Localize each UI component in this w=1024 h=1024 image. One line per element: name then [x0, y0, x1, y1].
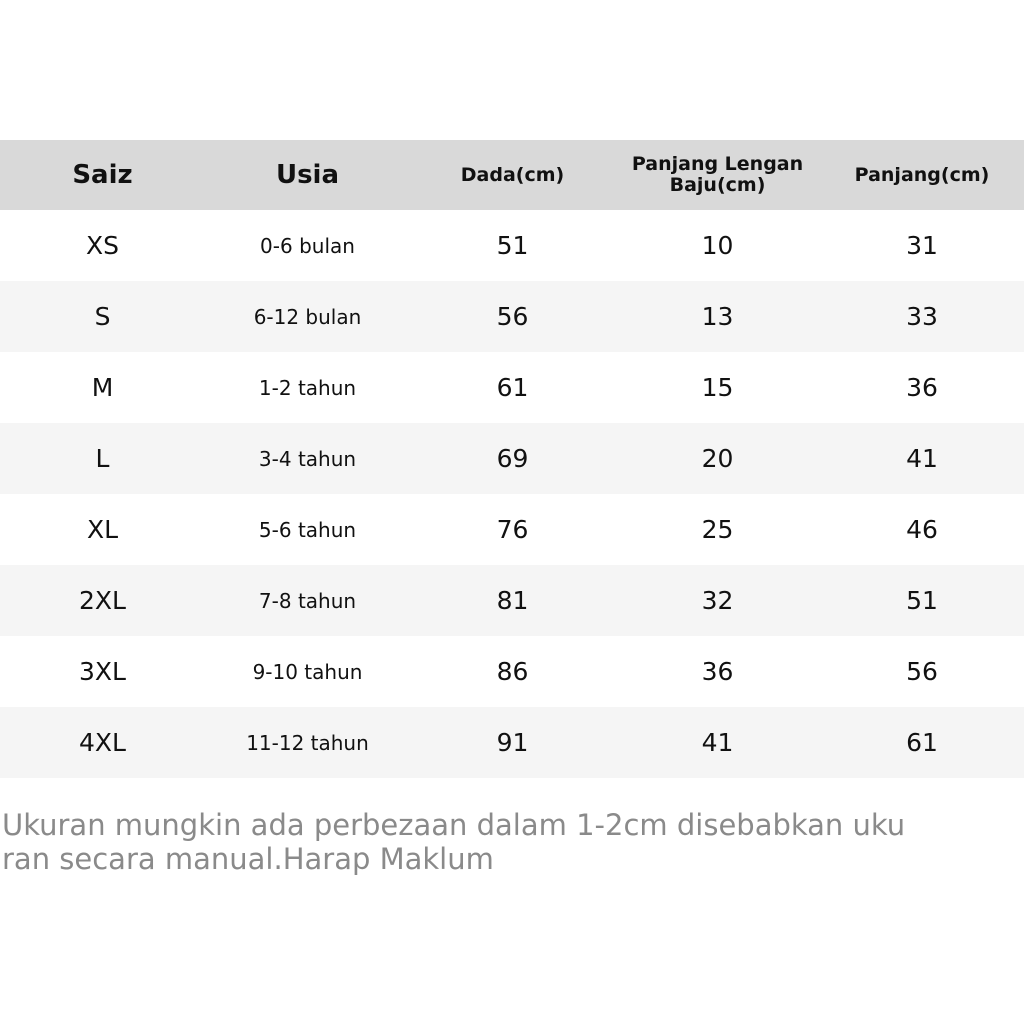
cell-size: 3XL [79, 657, 126, 686]
cell-size: 2XL [79, 586, 126, 615]
size-chart-table [0, 140, 1024, 778]
table-row [0, 210, 1024, 281]
table-row [0, 423, 1024, 494]
note-line-1: Ukuran mungkin ada perbezaan dalam 1-2cm disebabkan uku [2, 808, 906, 842]
table-row [0, 565, 1024, 636]
cell-age: 0-6 bulan [260, 233, 355, 258]
table-header-row [0, 140, 1024, 210]
table-row [0, 281, 1024, 352]
cell-chest: 81 [496, 586, 529, 615]
table-row [0, 636, 1024, 707]
cell-sleeve: 32 [701, 586, 734, 615]
cell-chest: 69 [496, 444, 529, 473]
cell-sleeve: 25 [701, 515, 734, 544]
header-size: Saiz [72, 159, 133, 190]
header-chest: Dada(cm) [460, 163, 565, 186]
table-body [0, 210, 1024, 778]
cell-chest: 51 [496, 231, 529, 260]
header-sleeve-line1: Panjang Lengan [631, 153, 804, 176]
cell-length: 33 [906, 302, 938, 331]
table-row [0, 494, 1024, 565]
cell-length: 31 [906, 231, 938, 260]
cell-sleeve: 36 [701, 657, 734, 686]
cell-age: 6-12 bulan [253, 304, 362, 329]
table-row [0, 352, 1024, 423]
cell-size: 4XL [79, 728, 126, 757]
cell-size: S [94, 302, 111, 331]
note-line-2: ran secara manual.Harap Maklum [2, 842, 494, 876]
cell-sleeve: 13 [701, 302, 734, 331]
cell-size: M [91, 373, 114, 402]
cell-chest: 56 [496, 302, 529, 331]
cell-age: 7-8 tahun [258, 588, 357, 613]
cell-size: XL [86, 515, 119, 544]
header-sleeve-length [615, 140, 820, 210]
header-sleeve-line2: Baju(cm) [669, 174, 766, 196]
cell-sleeve: 20 [701, 444, 734, 473]
cell-size: XS [86, 231, 119, 260]
cell-chest: 61 [496, 373, 529, 402]
cell-size: L [95, 444, 110, 473]
cell-length: 51 [906, 586, 938, 615]
cell-length: 46 [906, 515, 938, 544]
cell-chest: 76 [496, 515, 529, 544]
cell-age: 3-4 tahun [258, 446, 357, 471]
cell-sleeve: 41 [701, 728, 734, 757]
size-disclaimer-note [2, 808, 1024, 876]
cell-chest: 91 [496, 728, 529, 757]
cell-sleeve: 10 [701, 231, 734, 260]
cell-age: 5-6 tahun [258, 517, 357, 542]
cell-age: 1-2 tahun [258, 375, 357, 400]
cell-length: 61 [906, 728, 938, 757]
header-length: Panjang(cm) [854, 163, 990, 186]
table-row [0, 707, 1024, 778]
cell-length: 41 [906, 444, 938, 473]
cell-length: 36 [906, 373, 938, 402]
cell-length: 56 [906, 657, 938, 686]
cell-age: 11-12 tahun [246, 730, 369, 755]
header-age: Usia [275, 159, 340, 190]
cell-sleeve: 15 [701, 373, 734, 402]
cell-age: 9-10 tahun [252, 659, 363, 684]
cell-chest: 86 [496, 657, 529, 686]
